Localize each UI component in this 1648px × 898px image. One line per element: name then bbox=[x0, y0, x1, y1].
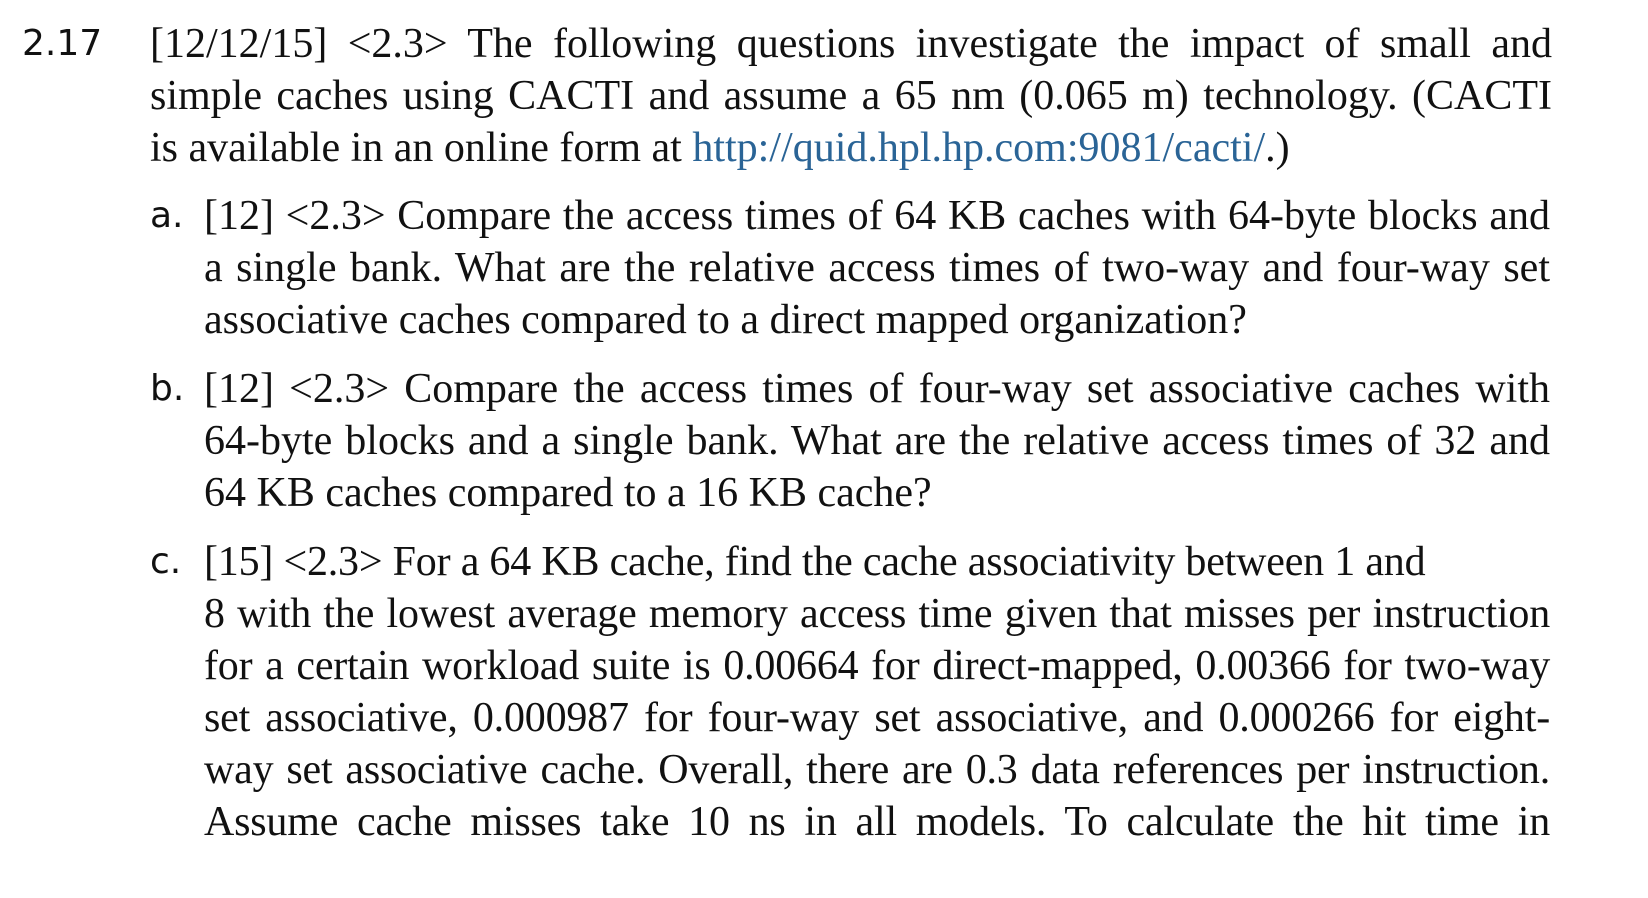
part-a-text bbox=[204, 190, 1550, 346]
part-b-line-1: [12] <2.3> Compare the access times of four-way set associative caches with bbox=[204, 366, 1550, 412]
part-a-label: a. bbox=[150, 195, 184, 236]
part-b-text bbox=[204, 363, 1550, 519]
part-a-line-3: associative caches compared to a direct mapped organization? bbox=[204, 297, 1247, 343]
part-b-label: b. bbox=[150, 368, 185, 409]
exercise-intro bbox=[150, 18, 1552, 174]
part-c-line-1: [15] <2.3> For a 64 KB cache, find the cache associativity between 1 and bbox=[204, 539, 1426, 585]
part-c-label: c. bbox=[150, 541, 182, 582]
exercise-number: 2.17 bbox=[22, 23, 103, 64]
intro-line-1: [12/12/15] <2.3> The following questions investigate the impact of small and bbox=[150, 21, 1552, 67]
part-c-line-3: for a certain workload suite is 0.00664 for direct-mapped, 0.00366 for two-way bbox=[204, 643, 1550, 689]
intro-line-3-prefix: is available in an online form at bbox=[150, 125, 693, 171]
part-b-line-3: 64 KB caches compared to a 16 KB cache? bbox=[204, 470, 932, 516]
cacti-link[interactable]: http://quid.hpl.hp.com:9081/cacti/ bbox=[692, 125, 1266, 171]
part-a-line-1: [12] <2.3> Compare the access times of 64 KB caches with 64-byte blocks and bbox=[204, 193, 1550, 239]
part-c-line-6: Assume cache misses take 10 ns in all models. To calculate the hit time in bbox=[204, 799, 1550, 845]
part-c-text bbox=[204, 536, 1550, 848]
part-b-line-2: 64-byte blocks and a single bank. What are the relative access times of 32 and bbox=[204, 418, 1550, 464]
part-c-line-2: 8 with the lowest average memory access time given that misses per instruction bbox=[204, 591, 1550, 637]
intro-line-2: simple caches using CACTI and assume a 65 nm (0.065 m) technology. (CACTI bbox=[150, 73, 1552, 119]
part-a-line-2: a single bank. What are the relative access times of two-way and four-way set bbox=[204, 245, 1550, 291]
intro-line-3-suffix: .) bbox=[1265, 125, 1290, 171]
part-c-line-5: way set associative cache. Overall, there are 0.3 data references per instruction. bbox=[204, 747, 1550, 793]
part-c-line-4: set associative, 0.000987 for four-way set associative, and 0.000266 for eight- bbox=[204, 695, 1550, 741]
intro-line-3 bbox=[150, 122, 1552, 174]
